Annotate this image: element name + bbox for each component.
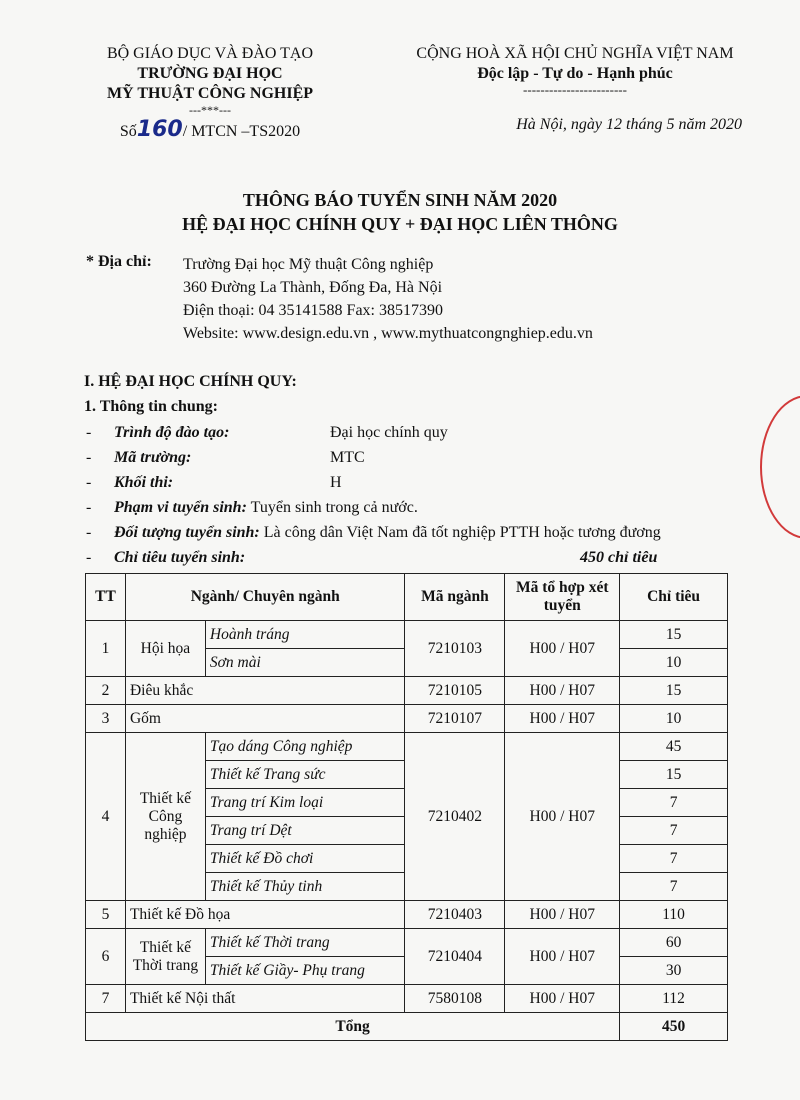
- cell-quota: 7: [620, 817, 728, 845]
- cell-major: [125, 733, 205, 901]
- info-value: H: [330, 474, 342, 491]
- cell-major: [125, 929, 205, 985]
- address-line1: Trường Đại học Mỹ thuật Công nghiệp: [183, 256, 434, 273]
- table-row: [86, 733, 728, 761]
- cell-quota: 45: [620, 733, 728, 761]
- cell-tt: 7: [86, 985, 126, 1013]
- table-header-row: [86, 574, 728, 621]
- info-label: Khối thi:: [114, 474, 174, 491]
- table-row: [86, 621, 728, 649]
- cell-code: 7210404: [405, 929, 505, 985]
- table-row: [86, 705, 728, 733]
- cell-code: 7210402: [405, 733, 505, 901]
- doc-number-prefix: Số: [119, 123, 137, 140]
- bullet-dash: -: [86, 449, 92, 466]
- cell-quota: 15: [620, 761, 728, 789]
- info-label: Mã trường:: [114, 449, 192, 466]
- cell-quota: 110: [620, 901, 728, 929]
- bullet-dash: -: [86, 474, 92, 491]
- total-label: Tổng: [86, 1013, 620, 1041]
- cell-quota: 10: [620, 705, 728, 733]
- ministry-name: BỘ GIÁO DỤC VÀ ĐÀO TẠO: [106, 45, 314, 62]
- cell-quota: 7: [620, 845, 728, 873]
- info-row: [86, 424, 448, 442]
- doc-number-handwritten: 160: [136, 117, 183, 142]
- title-line1: THÔNG BÁO TUYỂN SINH NĂM 2020: [242, 190, 558, 210]
- address-label: * Địa chỉ:: [86, 253, 152, 270]
- document-number: [70, 117, 350, 142]
- info-value: 450 chỉ tiêu: [580, 549, 658, 566]
- cell-major: Gốm: [125, 705, 405, 733]
- cell-code: 7210103: [405, 621, 505, 677]
- cell-quota: 7: [620, 873, 728, 901]
- cell-quota: 30: [620, 957, 728, 985]
- cell-quota: 112: [620, 985, 728, 1013]
- table-row: [86, 677, 728, 705]
- cell-sub-major: Sơn mài: [205, 649, 405, 677]
- address-block: [183, 253, 593, 345]
- header-major: Ngành/ Chuyên ngành: [125, 574, 405, 621]
- header-tt: TT: [86, 574, 126, 621]
- cell-tt: 1: [86, 621, 126, 677]
- major-line3: nghiệp: [144, 825, 187, 843]
- major-line1: Thiết kế: [139, 938, 192, 956]
- cell-code: 7580108: [405, 985, 505, 1013]
- cell-sub-major: Hoành tráng: [205, 621, 405, 649]
- cell-code: 7210403: [405, 901, 505, 929]
- address-line3: Điện thoại: 04 35141588 Fax: 38517390: [183, 302, 443, 319]
- cell-combo: H00 / H07: [505, 705, 620, 733]
- header-combo: Mã tổ hợp xét tuyển: [505, 574, 620, 621]
- cell-tt: 3: [86, 705, 126, 733]
- cell-sub-major: Thiết kế Đồ chơi: [205, 845, 405, 873]
- cell-combo: H00 / H07: [505, 929, 620, 985]
- header-stars: ---***---: [189, 103, 231, 117]
- bullet-dash: -: [86, 524, 92, 541]
- info-value: MTC: [330, 449, 365, 466]
- bullet-dash: -: [86, 424, 92, 441]
- cell-sub-major: Thiết kế Trang sức: [205, 761, 405, 789]
- national-motto: Độc lập - Tự do - Hạnh phúc: [477, 65, 673, 82]
- cell-major: Thiết kế Đồ họa: [125, 901, 405, 929]
- table-row: [86, 929, 728, 957]
- cell-sub-major: Thiết kế Thời trang: [205, 929, 405, 957]
- bullet-dash: -: [86, 549, 92, 566]
- motto-divider: ------------------------: [523, 82, 627, 97]
- major-line2: Công: [148, 807, 183, 825]
- info-value: Tuyển sinh trong cả nước.: [250, 499, 418, 516]
- cell-tt: 6: [86, 929, 126, 985]
- address-line2: 360 Đường La Thành, Đống Đa, Hà Nội: [183, 279, 443, 296]
- info-label: Chỉ tiêu tuyển sinh:: [114, 549, 246, 566]
- cell-sub-major: Trang trí Kim loại: [205, 789, 405, 817]
- document-date: Hà Nội, ngày 12 tháng 5 năm 2020: [516, 116, 742, 133]
- info-label: Trình độ đào tạo:: [114, 424, 230, 441]
- doc-number-suffix: / MTCN –TS2020: [182, 123, 301, 140]
- table-row: [86, 985, 728, 1013]
- table-row: [86, 901, 728, 929]
- address-line4: Website: www.design.edu.vn , www.mythuatcongnghiep.edu.vn: [183, 325, 593, 342]
- cell-sub-major: Thiết kế Thủy tinh: [205, 873, 405, 901]
- cell-sub-major: Thiết kế Giầy- Phụ trang: [205, 957, 405, 985]
- cell-combo: H00 / H07: [505, 733, 620, 901]
- info-row: [86, 524, 661, 542]
- title-line2: HỆ ĐẠI HỌC CHÍNH QUY + ĐẠI HỌC LIÊN THÔNG: [182, 214, 618, 234]
- cell-major: Thiết kế Nội thất: [125, 985, 405, 1013]
- cell-quota: 10: [620, 649, 728, 677]
- info-row: [86, 474, 342, 492]
- table-total-row: [86, 1013, 728, 1041]
- school-name-line2: MỸ THUẬT CÔNG NGHIỆP: [106, 85, 314, 102]
- school-name-line1: TRƯỜNG ĐẠI HỌC: [137, 65, 283, 82]
- info-value: Đại học chính quy: [330, 424, 448, 441]
- section-heading-1-1: 1. Thông tin chung:: [84, 398, 218, 415]
- major-line2: Thời trang: [132, 956, 199, 974]
- section-heading-1: I. HỆ ĐẠI HỌC CHÍNH QUY:: [84, 373, 297, 390]
- info-value: Là công dân Việt Nam đã tốt nghiệp PTTH hoặc tương đương: [263, 524, 661, 541]
- cell-sub-major: Trang trí Dệt: [205, 817, 405, 845]
- bullet-dash: -: [86, 499, 92, 516]
- cell-combo: H00 / H07: [505, 901, 620, 929]
- cell-quota: 7: [620, 789, 728, 817]
- info-row: [86, 449, 365, 467]
- total-value: 450: [620, 1013, 728, 1041]
- header-left: [70, 44, 350, 142]
- major-line1: Thiết kế: [139, 789, 192, 807]
- cell-quota: 15: [620, 621, 728, 649]
- header-code: Mã ngành: [405, 574, 505, 621]
- cell-combo: H00 / H07: [505, 621, 620, 677]
- cell-major: Điêu khắc: [125, 677, 405, 705]
- cell-code: 7210107: [405, 705, 505, 733]
- info-label: Phạm vi tuyển sinh:: [114, 499, 247, 516]
- admission-table: [85, 573, 728, 1041]
- cell-code: 7210105: [405, 677, 505, 705]
- info-label: Đối tượng tuyển sinh:: [114, 524, 260, 541]
- header-right: [390, 44, 760, 96]
- cell-combo: H00 / H07: [505, 985, 620, 1013]
- cell-sub-major: Tạo dáng Công nghiệp: [205, 733, 405, 761]
- cell-tt: 5: [86, 901, 126, 929]
- country-name: CỘNG HOÀ XÃ HỘI CHỦ NGHĨA VIỆT NAM: [416, 45, 734, 62]
- cell-major: Hội họa: [125, 621, 205, 677]
- cell-tt: 2: [86, 677, 126, 705]
- cell-quota: 15: [620, 677, 728, 705]
- red-seal-stamp: [760, 395, 800, 539]
- cell-tt: 4: [86, 733, 126, 901]
- info-row: [86, 549, 658, 567]
- document-title: [80, 188, 720, 236]
- info-row: [86, 499, 418, 517]
- header-quota: Chỉ tiêu: [620, 574, 728, 621]
- cell-quota: 60: [620, 929, 728, 957]
- cell-combo: H00 / H07: [505, 677, 620, 705]
